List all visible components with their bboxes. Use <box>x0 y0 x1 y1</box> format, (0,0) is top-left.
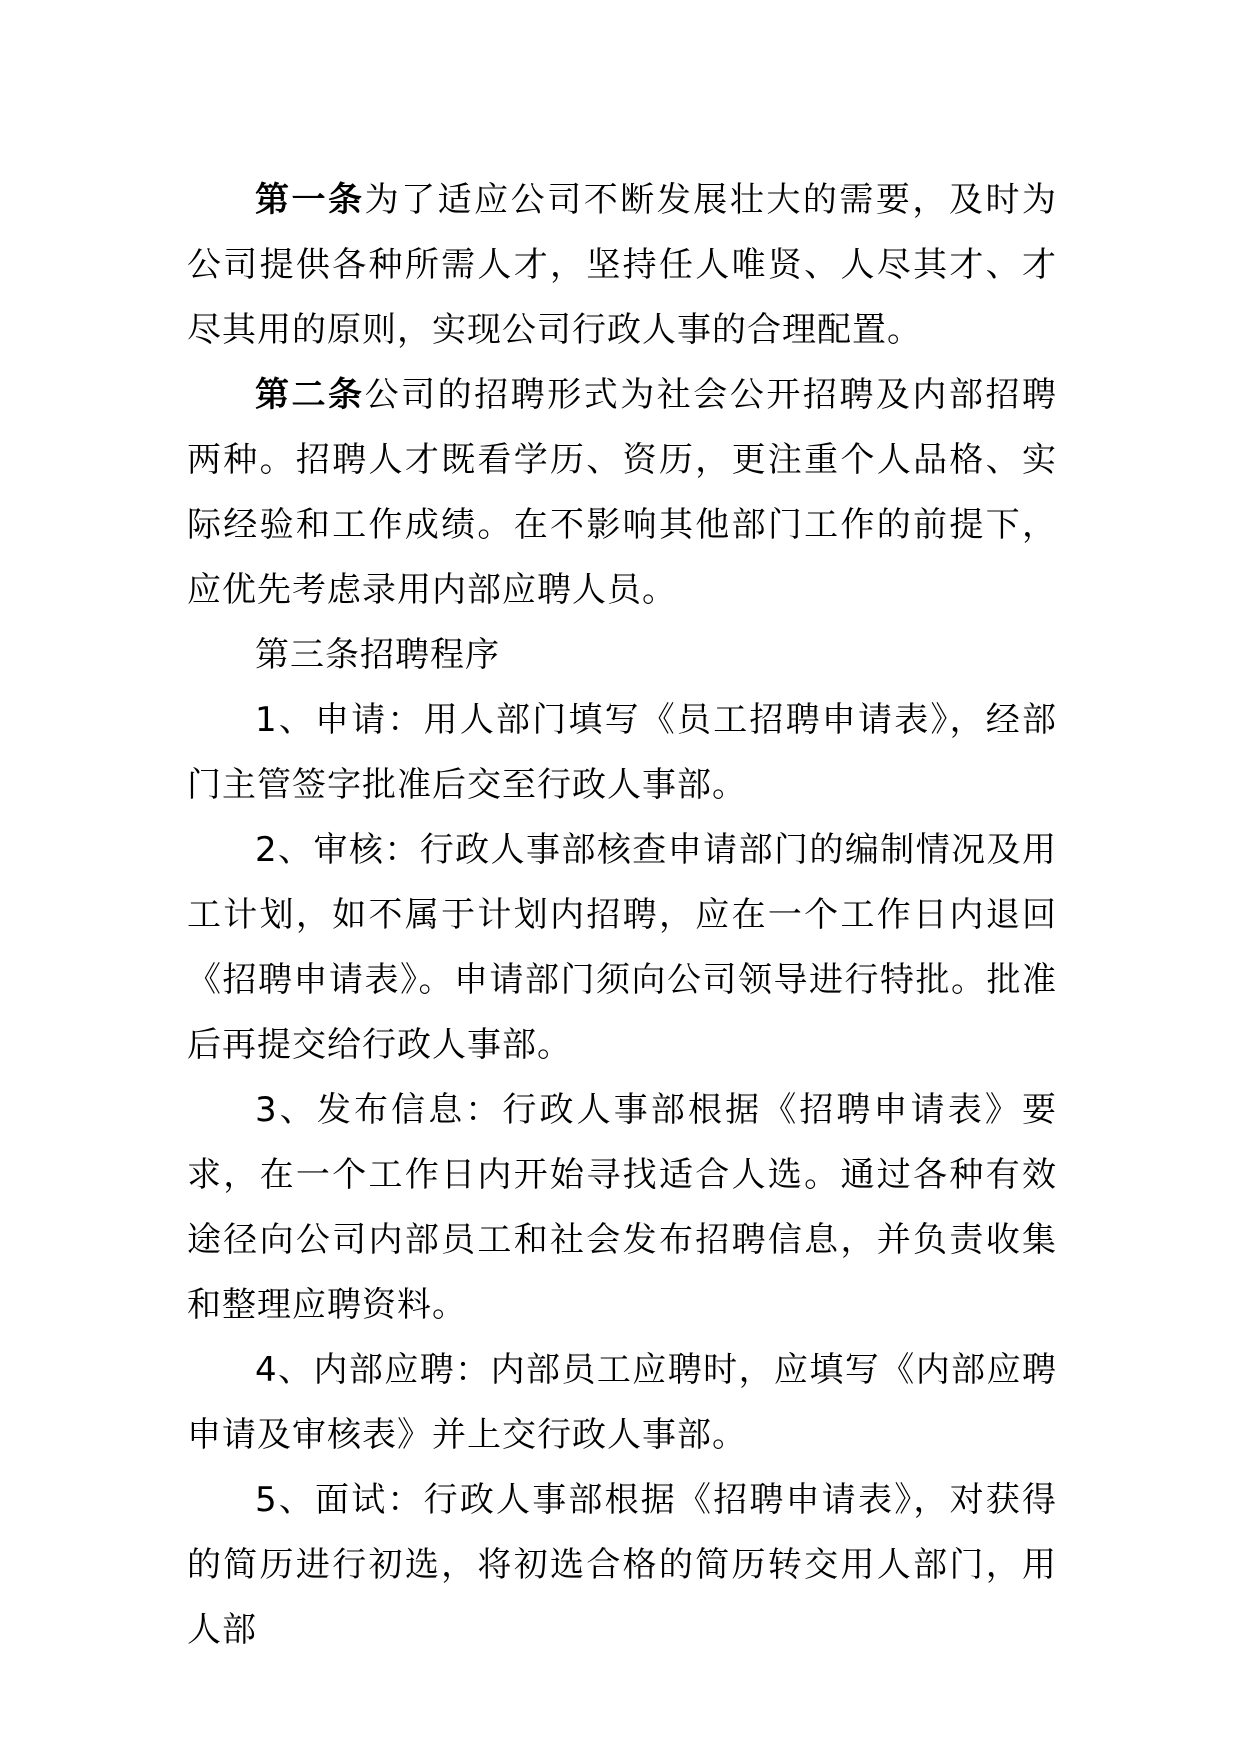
step-3-publish: 3、发布信息：行政人事部根据《招聘申请表》要求，在一个工作日内开始寻找适合人选。通过各种有效途径向公司内部员工和社会发布招聘信息，并负责收集和整理应聘资料。 <box>187 1090 1057 1325</box>
article-1-text: 为了适应公司不断发展壮大的需要，及时为公司提供各种所需人才，坚持任人唯贤、人尽其才、才尽其用的原则，实现公司行政人事的合理配置。 <box>187 180 1058 350</box>
article-2-heading: 第二条 <box>255 375 365 415</box>
step-1-apply: 1、申请：用人部门填写《员工招聘申请表》，经部门主管签字批准后交至行政人事部。 <box>187 700 1057 805</box>
article-1-heading: 第一条 <box>255 180 365 220</box>
article-3-heading: 第三条招聘程序 <box>255 635 500 675</box>
article-2-text: 公司的招聘形式为社会公开招聘及内部招聘两种。招聘人才既看学历、资历，更注重个人品格、实际经验和工作成绩。在不影响其他部门工作的前提下，应优先考虑录用内部应聘人员。 <box>187 375 1058 610</box>
step-4-internal-application: 4、内部应聘：内部员工应聘时，应填写《内部应聘申请及审核表》并上交行政人事部。 <box>187 1350 1057 1455</box>
step-5-interview: 5、面试：行政人事部根据《招聘申请表》，对获得的简历进行初选，将初选合格的简历转交用人部门，用人部 <box>187 1480 1057 1650</box>
document-body <box>187 168 1057 1663</box>
step-2-review: 2、审核：行政人事部核查申请部门的编制情况及用工计划，如不属于计划内招聘，应在一个工作日内退回《招聘申请表》。申请部门须向公司领导进行特批。批准后再提交给行政人事部。 <box>187 830 1057 1065</box>
article-2-paragraph <box>187 363 1057 623</box>
article-1-paragraph <box>187 168 1057 363</box>
